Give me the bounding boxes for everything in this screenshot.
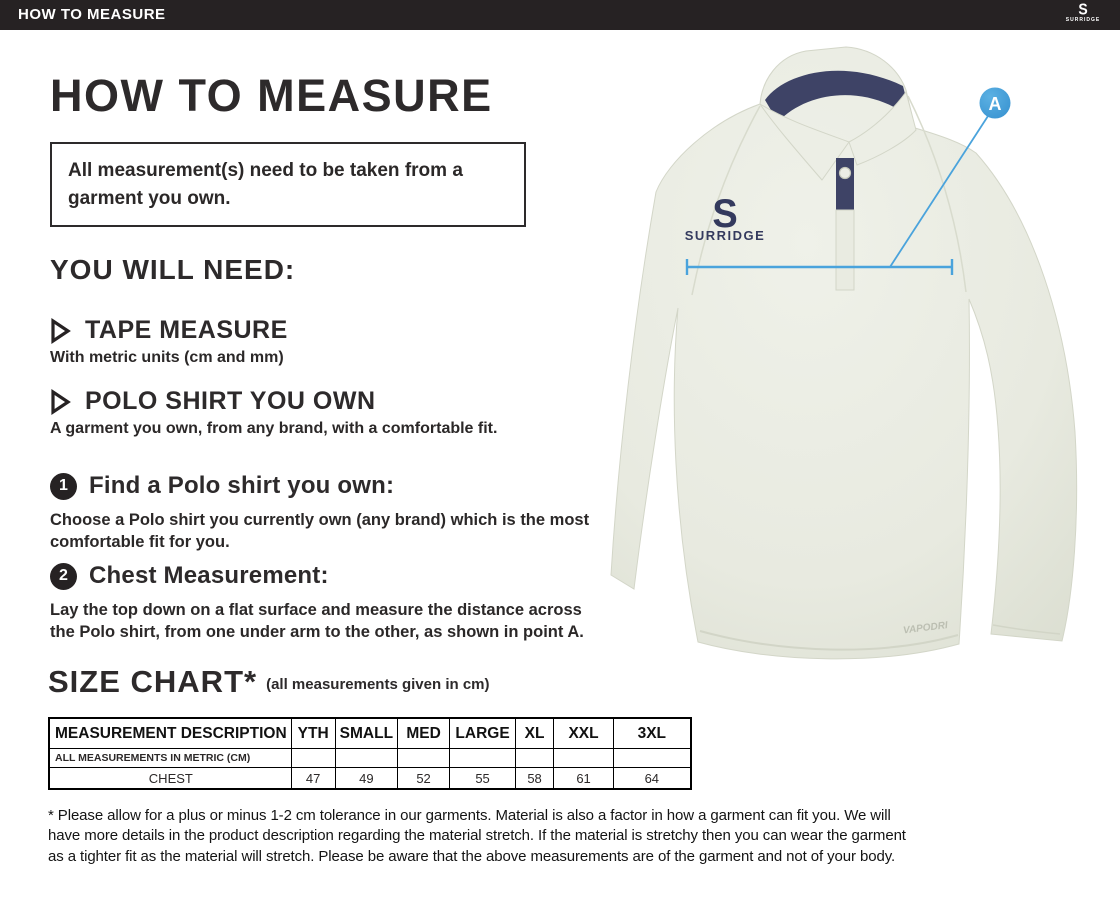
size-chart-subtitle: (all measurements given in cm) <box>266 676 490 693</box>
size-chart-title-text: SIZE CHART* <box>48 664 258 699</box>
size-table <box>48 717 692 790</box>
shirt-placket-navy <box>836 158 854 210</box>
marker-a-label: A <box>988 94 1002 114</box>
cell-value <box>291 749 335 768</box>
step-title: Chest Measurement: <box>89 562 329 589</box>
page-title: HOW TO MEASURE <box>50 70 493 121</box>
step-number-badge: 1 <box>50 473 77 500</box>
cell-value <box>614 749 691 768</box>
size-table-header-row <box>49 718 691 749</box>
surridge-wordmark: SURRIDGE <box>1065 17 1101 23</box>
col-header: MEASUREMENT DESCRIPTION <box>49 718 291 749</box>
cell-value: 55 <box>450 768 516 790</box>
surridge-logo-icon <box>1060 2 1106 24</box>
shirt-illustration <box>610 40 1120 700</box>
notice-box <box>50 142 526 227</box>
cell-value <box>398 749 450 768</box>
size-chart-title <box>48 664 490 700</box>
shirt-brand-logo: SURRIDGE <box>684 228 766 243</box>
footnote: * Please allow for a plus or minus 1-2 cm tolerance in our garments. Material is also a factor in how a garment can fit you. We will have more details in the product description regarding the material stretch. If the material is stretchy then you can wear the garment as a tighter fit as the material will stretch. Please be aware that the above measurements are of the garment and not of your body. <box>48 807 906 865</box>
shirt-brand-s-glyph: S <box>712 192 738 237</box>
triangle-bullet-icon <box>50 389 71 415</box>
cell-value: 49 <box>335 768 397 790</box>
need-item-polo-shirt <box>50 387 497 438</box>
need-item-label: POLO SHIRT YOU OWN <box>85 387 376 415</box>
col-header: YTH <box>291 718 335 749</box>
sleeve-logo: VAPODRI <box>902 620 949 637</box>
triangle-bullet-icon <box>50 318 71 344</box>
size-table-chest-row <box>49 768 691 790</box>
col-header: SMALL <box>335 718 397 749</box>
top-bar-title: HOW TO MEASURE <box>18 6 166 23</box>
cell-value: 58 <box>516 768 554 790</box>
cell-value: 47 <box>291 768 335 790</box>
step-2 <box>50 562 598 644</box>
step-number-badge: 2 <box>50 563 77 590</box>
col-header: MED <box>398 718 450 749</box>
need-item-desc: With metric units (cm and mm) <box>50 349 284 366</box>
shirt-placket <box>836 210 854 290</box>
col-header: XL <box>516 718 554 749</box>
cell-value: 61 <box>554 768 614 790</box>
notice-text: All measurement(s) need to be taken from a garment you own. <box>68 160 463 209</box>
shirt-button <box>840 168 851 179</box>
need-item-desc: A garment you own, from any brand, with a comfortable fit. <box>50 420 498 437</box>
cell-value <box>516 749 554 768</box>
step-desc: Lay the top down on a flat surface and measure the distance across the Polo shirt, from one under arm to the other, as shown in point A. <box>50 601 584 642</box>
need-item-tape-measure <box>50 316 288 367</box>
col-header: LARGE <box>450 718 516 749</box>
col-header: 3XL <box>614 718 691 749</box>
cell-value: 52 <box>398 768 450 790</box>
row-label: ALL MEASUREMENTS IN METRIC (CM) <box>49 749 291 768</box>
cell-value: 64 <box>614 768 691 790</box>
step-title: Find a Polo shirt you own: <box>89 472 395 499</box>
step-desc: Choose a Polo shirt you currently own (any brand) which is the most comfortable fit for you. <box>50 511 590 552</box>
cell-value <box>450 749 516 768</box>
shirt-body <box>611 47 1077 659</box>
top-bar <box>0 0 1120 30</box>
cell-value <box>554 749 614 768</box>
row-label: CHEST <box>49 768 291 790</box>
you-will-need-title: YOU WILL NEED: <box>50 254 296 285</box>
surridge-s-glyph: S <box>1078 0 1088 19</box>
cell-value <box>335 749 397 768</box>
step-1 <box>50 472 598 554</box>
need-item-label: TAPE MEASURE <box>85 316 288 344</box>
col-header: XXL <box>554 718 614 749</box>
size-table-metric-row <box>49 749 691 768</box>
